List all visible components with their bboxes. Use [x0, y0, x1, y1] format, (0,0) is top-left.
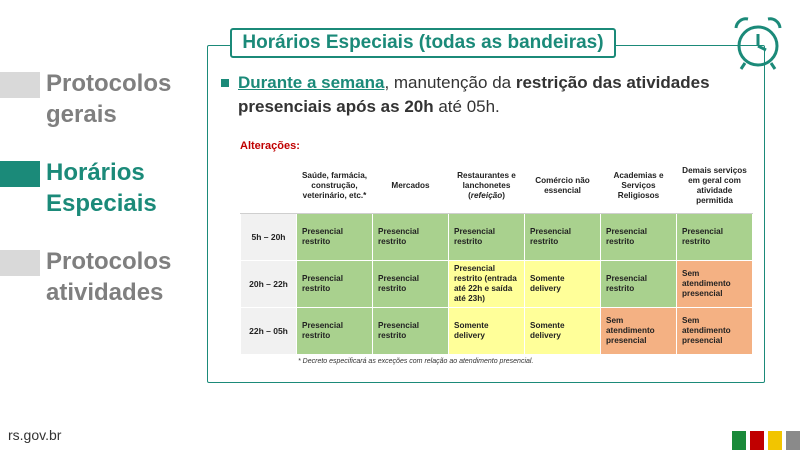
table-cell: Presencial restrito — [677, 214, 753, 261]
table-cell: Presencial restrito — [373, 261, 449, 308]
statement-part1: , manutenção da — [384, 73, 516, 92]
table-cell: Sem atendimento presencial — [601, 308, 677, 355]
statement-bold: restrição das atividades presenciais após as 20h — [238, 73, 710, 116]
time-slot-label: 20h – 22h — [241, 261, 297, 308]
time-slot-label: 22h – 05h — [241, 308, 297, 355]
statement-part2: até 05h. — [433, 97, 500, 116]
table-cell: Somente delivery — [449, 308, 525, 355]
table-cell: Somente delivery — [525, 308, 601, 355]
changes-label: Alterações: — [240, 140, 300, 152]
table-row — [241, 308, 753, 355]
column-header: Saúde, farmácia, construção, veterinário, etc.* — [297, 158, 373, 214]
table-cell: Presencial restrito — [297, 261, 373, 308]
table-cell: Sem atendimento presencial — [677, 308, 753, 355]
site-link[interactable]: rs.gov.br — [8, 427, 62, 443]
flag-stripe — [750, 431, 764, 450]
nav-item-label: Protocolos gerais — [46, 70, 172, 128]
time-slot-label: 5h – 20h — [241, 214, 297, 261]
table-cell: Presencial restrito (entrada até 22h e saída até 23h) — [449, 261, 525, 308]
header-corner — [241, 158, 297, 214]
column-header: Mercados — [373, 158, 449, 214]
alarm-clock-icon — [730, 14, 786, 72]
nav-marker — [0, 72, 40, 98]
table-header-row — [241, 158, 753, 214]
table-cell: Presencial restrito — [601, 214, 677, 261]
footnote: * Decreto especificará as exceções com relação ao atendimento presencial. — [298, 358, 534, 365]
table-cell: Presencial restrito — [373, 308, 449, 355]
column-header: Demais serviços em geral com atividade permitida — [677, 158, 753, 214]
table-cell: Presencial restrito — [373, 214, 449, 261]
flag-stripe — [768, 431, 782, 450]
table-row — [241, 261, 753, 308]
schedule-statement — [238, 71, 753, 119]
table-cell: Presencial restrito — [449, 214, 525, 261]
nav-item-label: Horários Especiais — [46, 159, 157, 217]
bullet-marker — [221, 79, 229, 87]
nav-marker-active — [0, 161, 40, 187]
column-header: Academias e Serviços Religiosos — [601, 158, 677, 214]
table-cell: Sem atendimento presencial — [677, 261, 753, 308]
statement-emphasis: Durante a semana — [238, 73, 385, 92]
table-cell: Presencial restrito — [525, 214, 601, 261]
table-cell: Presencial restrito — [297, 214, 373, 261]
flag-stripe — [786, 431, 800, 450]
table-row — [241, 214, 753, 261]
flag-stripe — [732, 431, 746, 450]
column-header: Comércio não essencial — [525, 158, 601, 214]
page-title: Horários Especiais (todas as bandeiras) — [230, 28, 616, 58]
column-header: Restaurantes e lanchonetes (refeição) — [449, 158, 525, 214]
nav-marker — [0, 250, 40, 276]
table-cell: Presencial restrito — [601, 261, 677, 308]
table-cell: Presencial restrito — [297, 308, 373, 355]
table-cell: Somente delivery — [525, 261, 601, 308]
nav-item-label: Protocolos atividades — [46, 248, 172, 306]
schedule-table — [240, 158, 753, 355]
